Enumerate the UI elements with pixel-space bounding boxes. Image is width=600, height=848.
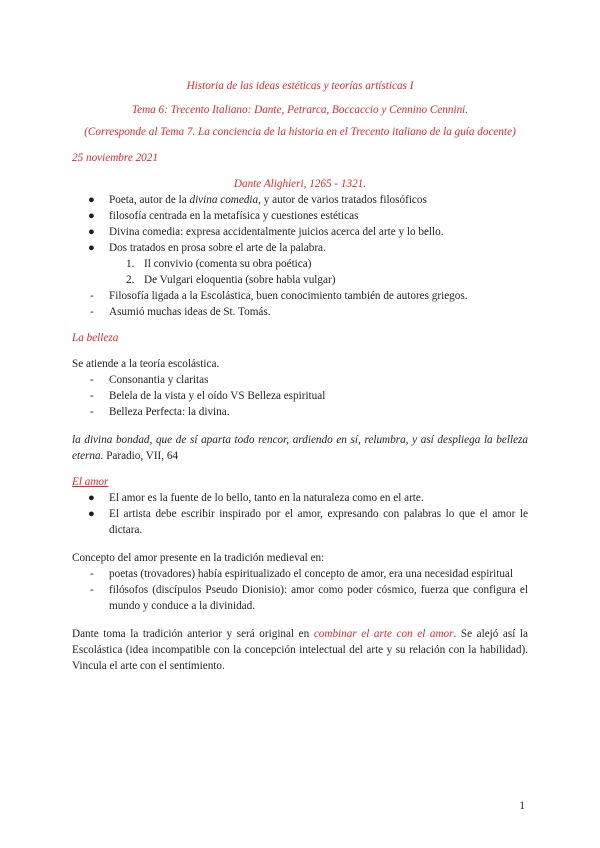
page-number: 1 [519, 800, 525, 812]
list-item: - Belleza Perfecta: la divina. [90, 406, 230, 418]
dash-marker: - [90, 290, 94, 302]
dash-marker: - [90, 568, 94, 580]
closing-paragraph: Dante toma la tradición anterior y será original en combinar el arte con el amor. Se alejó así la Escolástica (idea incompatible con la concepción intelectual del arte y su relación con la habilidad). Vincula el arte con el sentimiento. [72, 628, 529, 672]
list-item: 2. De Vulgari eloquentia (sobre habla vulgar) [126, 274, 336, 286]
amor-heading: El amor [72, 476, 109, 488]
list-item: - poetas (trovadores) había espiritualizado el concepto de amor, era una necesidad espiritual [90, 568, 513, 580]
dash-marker: - [90, 406, 94, 418]
list-item: - filósofos (discípulos Pseudo Dionisio): amor como poder cósmico, fuerza que configura el mundo y conduce a la divinidad. [90, 584, 528, 612]
bullet-marker: ● [88, 508, 95, 520]
dante-dashes [72, 288, 528, 320]
dash-marker: - [90, 390, 94, 402]
list-item: - Asumió muchas ideas de St. Tomás. [90, 306, 271, 318]
list-item: - Consonantia y claritas [90, 374, 209, 386]
number-marker: 1. [126, 258, 135, 270]
bullet-marker: ● [88, 492, 95, 504]
topic-title: Tema 6: Trecento Italiano: Dante, Petrarca, Boccaccio y Cennino Cennini. [131, 104, 469, 116]
belleza-heading: La belleza [72, 332, 119, 344]
bullet-marker: ● [88, 194, 95, 206]
treatise-list [72, 256, 528, 288]
bullet-marker: ● [88, 210, 95, 222]
date: 25 noviembre 2021 [72, 152, 158, 164]
list-item: 1. Il convivio (comenta su obra poética) [126, 258, 312, 270]
belleza-intro: Se atiende a la teoría escolástica. [72, 358, 220, 370]
list-item: ● El artista debe escribir inspirado por el amor, expresando con palabras lo que el amor le dictara. [88, 508, 528, 536]
highlight-phrase: combinar el arte con el amor [313, 628, 454, 640]
paradiso-quote: la divina bondad, que de sí aparta todo rencor, ardiendo en sí, relumbra, y así despliega la belleza eterna. Paradio, VII, 64 [72, 434, 528, 462]
amor-dashes [72, 566, 528, 614]
topic-note: (Corresponde al Tema 7. La conciencia de la historia en el Trecento italiano de la guía docente) [84, 126, 516, 138]
dash-marker: - [90, 306, 94, 318]
document-page [72, 78, 528, 674]
list-item: ● Dos tratados en prosa sobre el arte de la palabra. [88, 242, 326, 254]
amor-concept: Concepto del amor presente en la tradición medieval en: [72, 552, 325, 564]
dante-bullets [72, 192, 528, 256]
dash-marker: - [90, 374, 94, 386]
number-marker: 2. [126, 274, 135, 286]
dante-heading: Dante Alighieri, 1265 - 1321. [233, 178, 367, 190]
dash-marker: - [90, 584, 94, 596]
list-item: ● filosofía centrada en la metafísica y cuestiones estéticas [88, 210, 359, 222]
belleza-dashes [72, 372, 528, 420]
quote-source: Paradio, VII, 64 [103, 450, 179, 462]
list-item: - Belela de la vista y el oído VS Belleza espiritual [90, 390, 326, 402]
list-item: - Filosofía ligada a la Escolástica, buen conocimiento también de autores griegos. [90, 290, 468, 302]
list-item: ● Divina comedia: expresa accidentalmente juicios acerca del arte y lo bello. [88, 226, 444, 238]
bullet-marker: ● [88, 226, 95, 238]
list-item: ● El amor es la fuente de lo bello, tanto en la naturaleza como en el arte. [88, 492, 424, 504]
work-title: divina comedia [189, 194, 259, 206]
course-title: Historia de las ideas estéticas y teorías artísticas I [186, 80, 414, 92]
bullet-marker: ● [88, 242, 95, 254]
amor-bullets [72, 490, 528, 538]
list-item: ● Poeta, autor de la divina comedia, y autor de varios tratados filosóficos [88, 194, 427, 206]
